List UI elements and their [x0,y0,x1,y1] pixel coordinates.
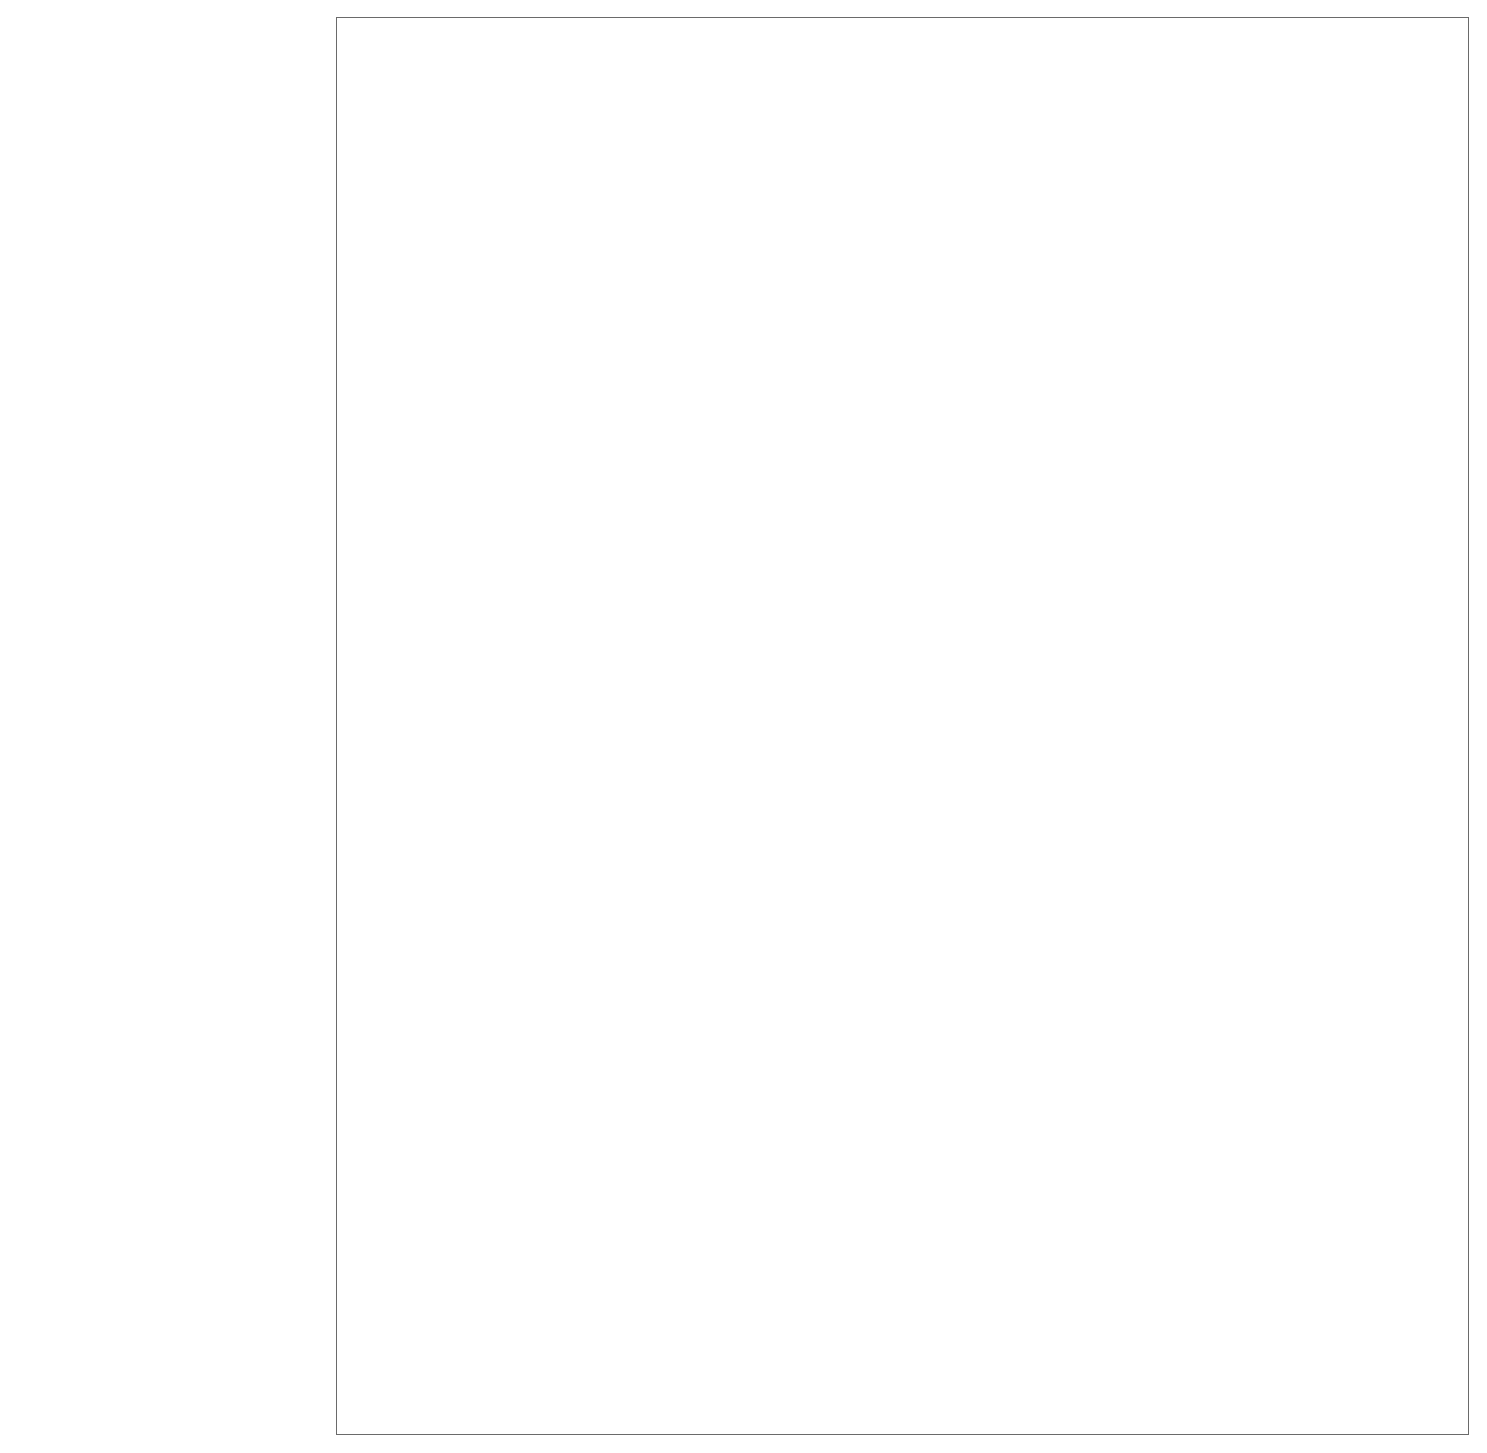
logo-line-2 [80,10,300,46]
coloring-canvas [336,17,1469,1435]
difficulty-level [35,229,315,272]
info-sidebar [0,0,320,1453]
article-number [35,100,315,143]
color-count [35,272,315,315]
product-info [35,100,315,358]
water-horizon [337,800,1468,826]
fill-heading [35,315,315,358]
object-count [35,186,315,229]
brand-logo [80,10,300,46]
canvas-size [35,143,315,186]
paint-by-number-outline [337,18,1468,1434]
tree-trunks [397,138,1461,818]
waterfall-shape [613,258,1131,1434]
